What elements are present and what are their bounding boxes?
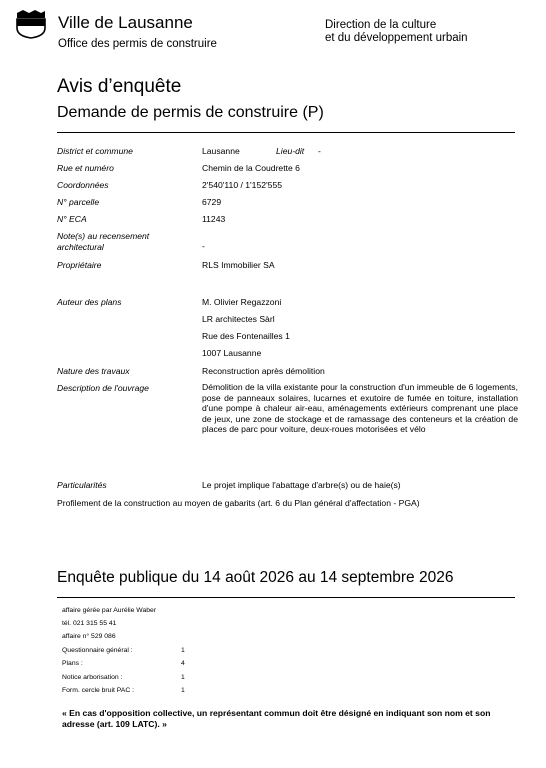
doc-count: 1 xyxy=(181,647,185,654)
case-phone: tél. 021 315 55 41 xyxy=(62,620,117,627)
doc-count: 1 xyxy=(181,687,185,694)
description-label: Description de l'ouvrage xyxy=(57,383,149,393)
opposition-note: « En cas d'opposition collective, un représentant commun doit être désigné en indiquant son nom et son adresse (art. 109 LATC). » xyxy=(62,708,491,729)
case-managed-by: affaire gérée par Aurélie Waber xyxy=(62,607,157,614)
district-label: District et commune xyxy=(57,146,133,156)
coords-value: 2'540'110 / 1'152'555 xyxy=(202,180,282,190)
notes-value: - xyxy=(202,241,205,251)
owner-value: RLS Immobilier SA xyxy=(202,260,275,270)
particular-label: Particularités xyxy=(57,480,107,490)
divider-bottom xyxy=(57,597,515,598)
particular-value: Le projet implique l'abattage d'arbre(s) ou de haie(s) xyxy=(202,480,401,490)
doc-label: Notice arborisation : xyxy=(62,674,123,681)
org-name: Ville de Lausanne xyxy=(58,13,193,32)
doc-count: 1 xyxy=(181,674,185,681)
author-label: Auteur des plans xyxy=(57,297,122,307)
district-value: Lausanne xyxy=(202,146,240,156)
department xyxy=(325,19,468,45)
org-office: Office des permis de construire xyxy=(58,38,217,50)
lieu-dit-value: - xyxy=(318,146,321,156)
eca-label: N° ECA xyxy=(57,214,87,224)
page-subtitle: Demande de permis de construire (P) xyxy=(57,104,324,121)
notes-label-line-1: Note(s) au recensement xyxy=(57,231,150,241)
doc-label: Plans : xyxy=(62,660,83,667)
page-title: Avis d’enquête xyxy=(57,76,182,97)
divider-top xyxy=(57,132,515,133)
doc-count: 4 xyxy=(181,660,185,667)
doc-label: Form. cercle bruit PAC : xyxy=(62,687,135,694)
department-line-1: Direction de la culture xyxy=(325,19,437,31)
author-line-3: Rue des Fontenailles 1 xyxy=(202,331,290,341)
parcel-label: N° parcelle xyxy=(57,197,100,207)
coords-label: Coordonnées xyxy=(57,180,109,190)
works-value: Reconstruction après démolition xyxy=(202,366,325,376)
lieu-dit-label: Lieu-dit xyxy=(276,146,305,156)
author-line-1: M. Olivier Regazzoni xyxy=(202,297,282,307)
inquiry-period: Enquête publique du 14 août 2026 au 14 septembre 2026 xyxy=(57,569,454,586)
profile-text: Profilement de la construction au moyen de gabarits (art. 6 du Plan général d'affectation - PGA) xyxy=(57,498,420,508)
author-line-2: LR architectes Sàrl xyxy=(202,314,275,324)
parcel-value: 6729 xyxy=(202,197,222,207)
description-value: Démolition de la villa existante pour la construction d'un immeuble de 6 logements, pose de panneaux solaires, lucarnes et exutoire de fumée en toiture, installation d'une pompe à chaleur air-eau, aménagements extérieurs comprenant une place de jeux, une zone de stockage et de ramassage des conteneurs et la création de places de parc pour voiture, deux-roues motorisées et vélo xyxy=(202,382,518,434)
street-value: Chemin de la Coudrette 6 xyxy=(202,163,300,173)
street-label: Rue et numéro xyxy=(57,163,114,173)
works-label: Nature des travaux xyxy=(57,366,130,376)
author-line-4: 1007 Lausanne xyxy=(202,348,262,358)
notes-label-line-2: architectural xyxy=(57,241,104,252)
case-number: affaire n° 529 086 xyxy=(62,633,116,640)
department-line-2: et du développement urbain xyxy=(325,32,468,44)
eca-value: 11243 xyxy=(202,214,226,224)
lausanne-coat-of-arms-icon xyxy=(14,9,48,39)
notes-label xyxy=(57,231,149,252)
owner-label: Propriétaire xyxy=(57,260,102,270)
doc-label: Questionnaire général : xyxy=(62,647,133,654)
